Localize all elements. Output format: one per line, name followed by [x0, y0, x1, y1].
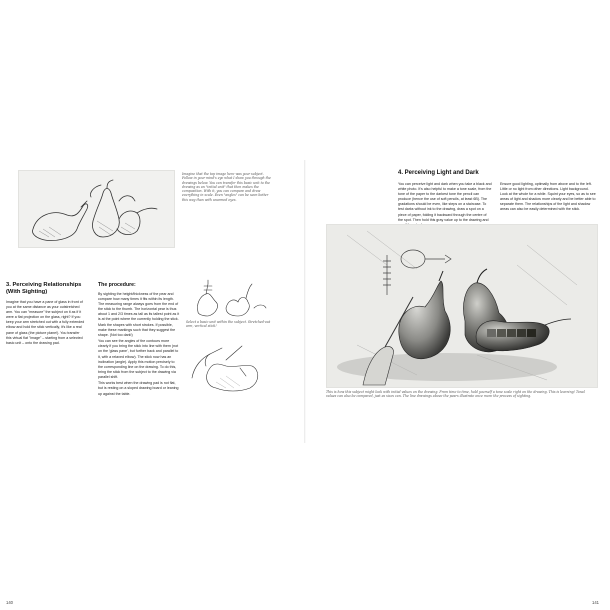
section-heading-4: 4. Perceiving Light and Dark — [398, 170, 479, 176]
tonal-pears-drawing — [326, 224, 598, 388]
tone-scale — [487, 329, 536, 337]
mid-caption: Select a basic unit within the subject. Stretched-out arm, vertical stick! — [186, 320, 271, 329]
intro-text — [6, 300, 86, 347]
procedure-heading: The procedure: — [98, 282, 136, 288]
sighting-sketch-1 — [186, 278, 272, 318]
section-heading-3: 3. Perceiving Relationships (With Sighting) — [6, 282, 82, 295]
bottom-caption: This is how this subject might look with initial values on the drawing. From time to time, hold yourself a tone scale right on the drawing. This is learning! Tonal values can also be compared, just as sizes can. The line drawings above the pears illustrate once more the process of sighting. — [326, 390, 585, 399]
left-page — [0, 160, 304, 605]
procedure-paragraph-1: By sighting the height/thickness of the pear and compare how many times it fits within its length. The measuring range always goes from the end of the stick to the thumb. The horizontal pear is thus about 1 and 2/3 times as tall as its tallest point as it is at the point where the currently holding the stick. Mark the shapes with short strokes. If possible, make these markings such that they suggest the shape. (Not too dark!) — [98, 292, 180, 337]
procedure-paragraph-3: This works best when the drawing pad is not flat, but is resting on a sloped drawing board or leaning up against the table. — [98, 381, 179, 396]
light-dark-paragraph-1: You can perceive light and dark when you take a black and white photo. It's also helpful to make a tone scale, from the tone of the paper to the darkest tone the pencil can produce (hence the use of soft pencils, at least 6B). The gradations should be even, like steps on a staircase. To test darks without ink to the drawing, draw a spot on a piece of paper, folding it backward through the centre of the spot. Then hold this gray value up to the drawing and — [398, 182, 492, 222]
light-dark-col-2 — [500, 182, 596, 214]
right-page — [306, 160, 610, 605]
pears-sketch-top — [18, 170, 175, 248]
intro-paragraph: Imagine that you have a pane of glass in front of you at the same distance as your outstretched arm. You can "measure" the subject on it as if it were a flat projection on the glass, right? If you keep your arm stretched out with a fully extended elbow and hold the stick vertically, it's like a real pane of glass (the picture plane!). You transfer this virtual flat "image" – starting from a selected basic unit – onto the drawing pad. — [6, 300, 85, 345]
page-number-left: 140 — [6, 600, 13, 605]
light-dark-col-1 — [398, 182, 492, 229]
procedure-paragraph-2: You can see the angles of the contours more clearly if you bring the stick into line with them (not on the 'glass pane', but further back and parallel to it, with a relaxed elbow). The stick now has an inclination (angle). Apply this motion precisely to the corresponding line on the drawing. To do this, bring the stick from the subject to the drawing via parallel shift. — [98, 339, 179, 379]
sighting-sketch-2 — [186, 342, 272, 394]
top-caption: Imagine that the top image here was your subject. Follow in your mind's eye what I show you through the drawings below. You can transfer this basic unit to the drawing as an "initial unit" that then makes the composition. With it, you can compare and draw everything in scale. Even "angles" can be seen better this way than with unarmed eyes. — [182, 172, 271, 202]
light-dark-paragraph-2: Ensure good lighting, optimally from above and to the left. Little or no light from other directions. Light background. Look at the whole for a while. Squint your eyes, so as to see areas of light and shadow more clearly and be better able to separate them. The relationships of the light and shadow areas can also be easily determined with the stick. — [500, 182, 596, 212]
page-number-right: 141 — [592, 600, 599, 605]
procedure-text — [98, 292, 180, 398]
